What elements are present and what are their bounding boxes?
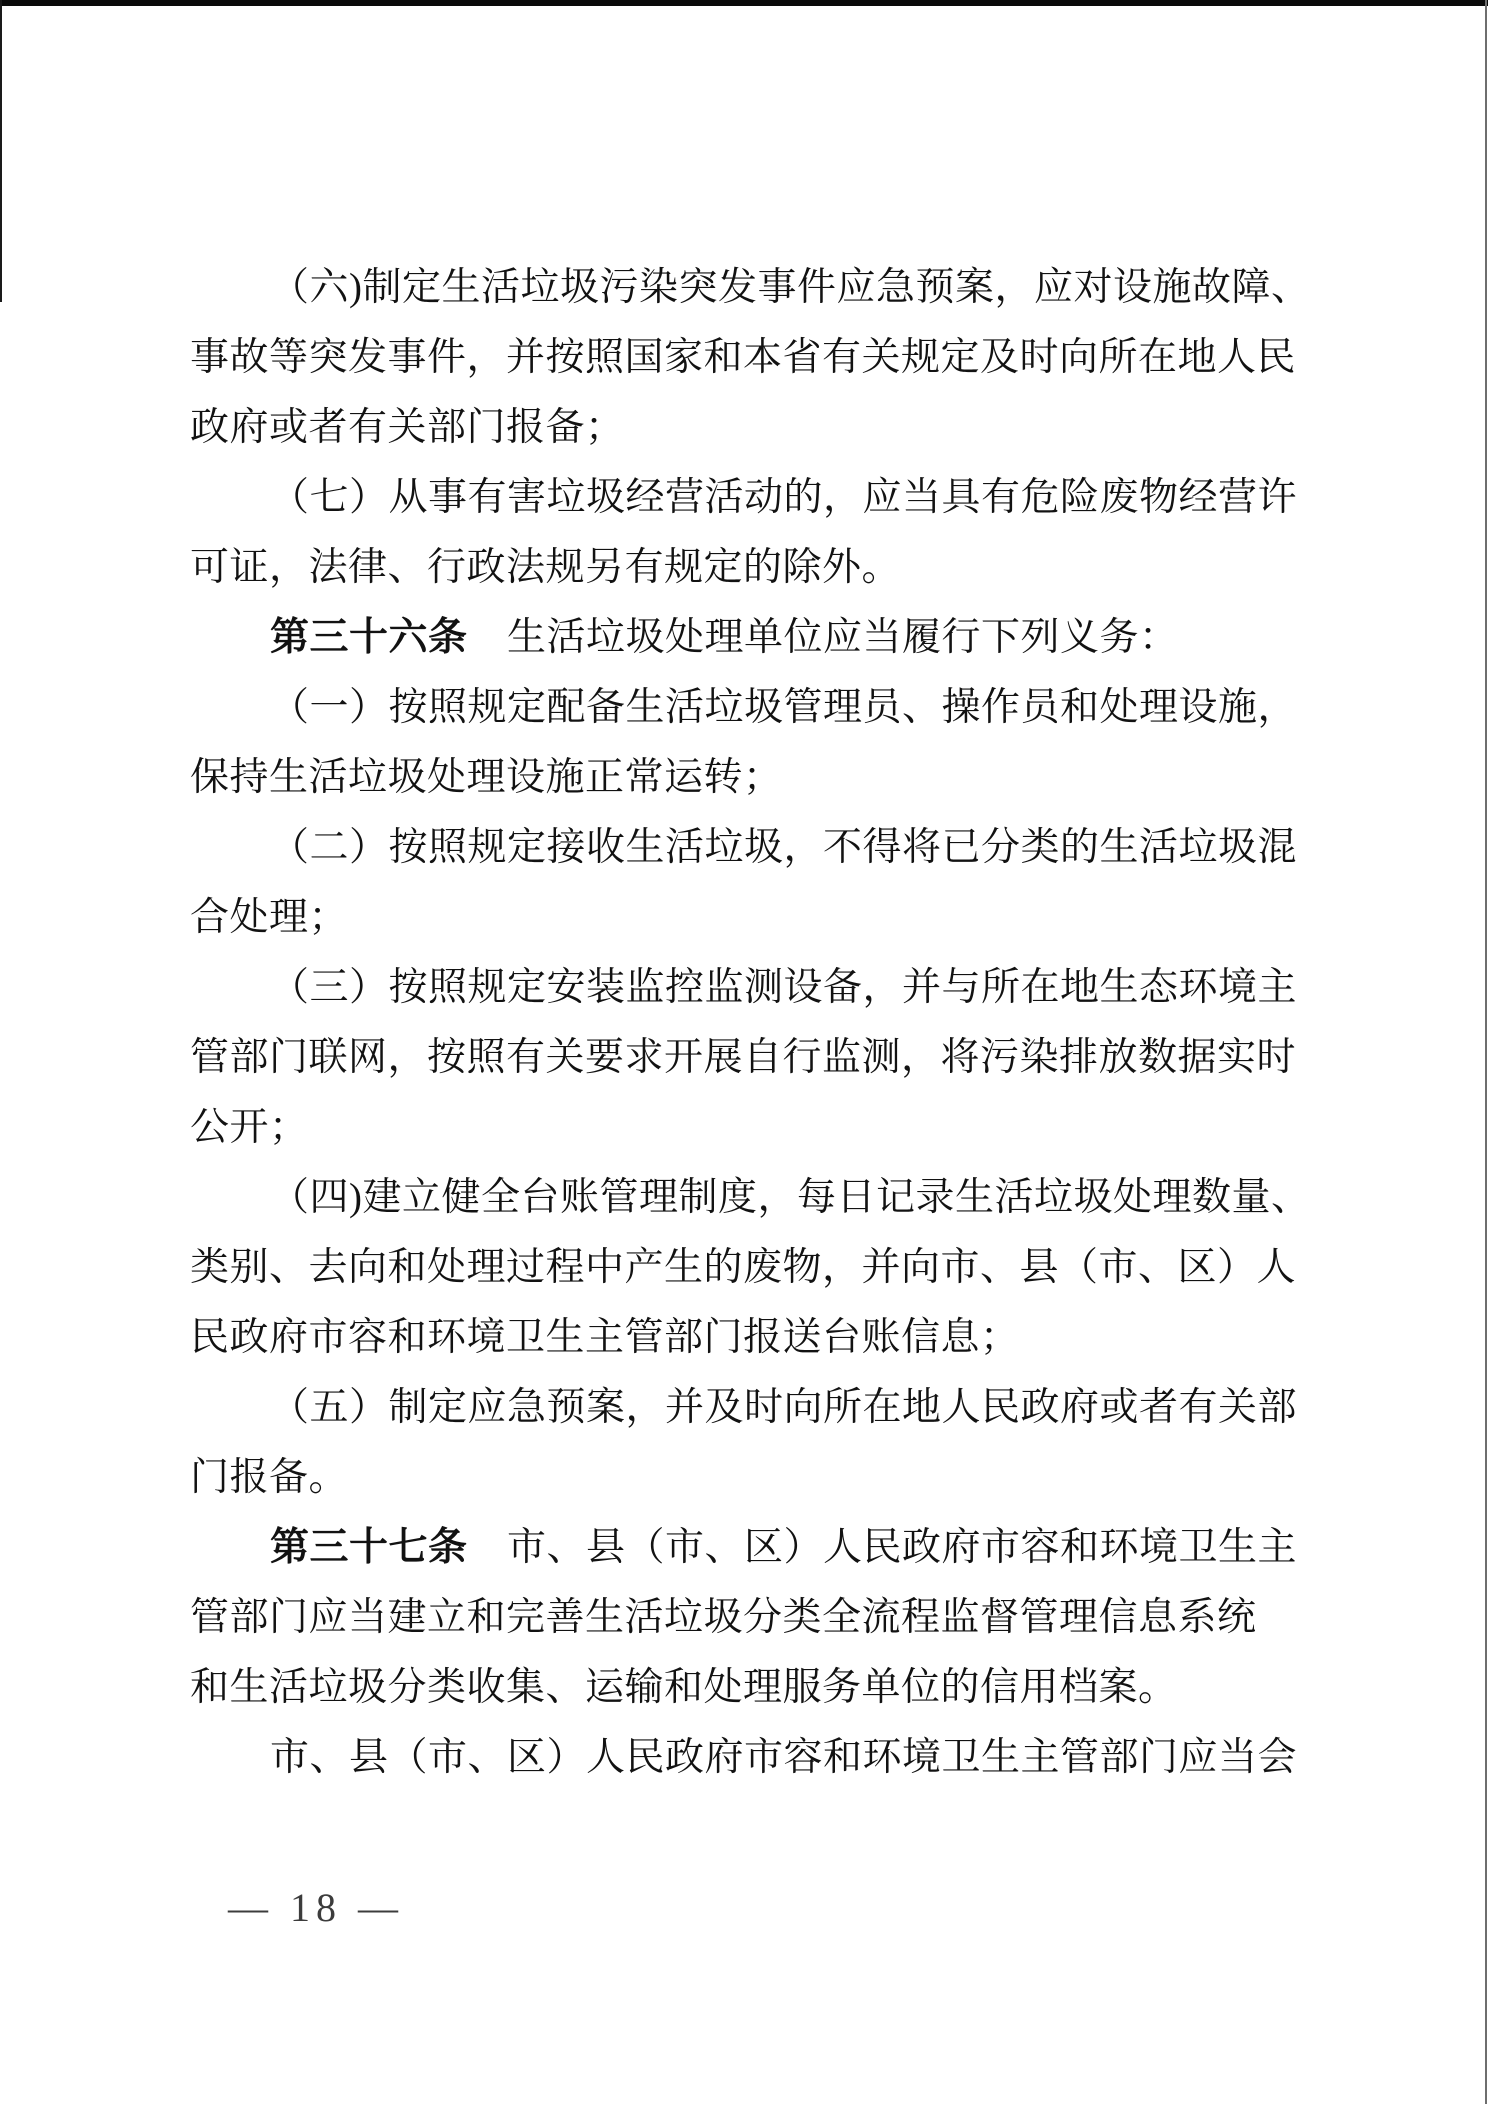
- text-segment: 门报备。: [190, 1456, 349, 1499]
- article-number-label: 第三十七条: [270, 1526, 468, 1569]
- text-line: [190, 1233, 1298, 1303]
- text-line: [190, 1653, 1298, 1723]
- text-line: [190, 1723, 1298, 1793]
- text-segment: （五）制定应急预案，并及时向所在地人民政府或者有关部: [270, 1386, 1298, 1429]
- text-segment: 生活垃圾处理单位应当履行下列义务：: [467, 616, 1179, 659]
- text-segment: 保持生活垃圾处理设施正常运转；: [190, 756, 783, 799]
- text-line: [190, 1093, 1298, 1163]
- page-number: — 18 —: [228, 1885, 404, 1930]
- text-segment: 管部门联网，按照有关要求开展自行监测，将污染排放数据实时: [190, 1036, 1297, 1079]
- text-line: [190, 883, 1298, 953]
- text-line: [190, 463, 1298, 533]
- text-segment: 事故等突发事件，并按照国家和本省有关规定及时向所在地人民: [190, 336, 1297, 379]
- text-line: [190, 813, 1298, 883]
- text-segment: 类别、去向和处理过程中产生的废物，并向市、县（市、区）人: [190, 1246, 1297, 1289]
- text-line: [190, 743, 1298, 813]
- text-line: [190, 1163, 1311, 1233]
- text-segment: 管部门应当建立和完善生活垃圾分类全流程监督管理信息系统: [190, 1596, 1257, 1639]
- text-line: [190, 673, 1298, 743]
- text-line: [190, 1443, 1298, 1513]
- text-segment: 公开；: [190, 1106, 309, 1149]
- text-line: [190, 953, 1298, 1023]
- text-segment: 和生活垃圾分类收集、运输和处理服务单位的信用档案。: [190, 1666, 1178, 1709]
- article-number-label: 第三十六条: [270, 616, 468, 659]
- text-segment: 市、县（市、区）人民政府市容和环境卫生主管部门应当会: [270, 1736, 1298, 1779]
- text-segment: 政府或者有关部门报备；: [190, 406, 625, 449]
- text-segment: （六)制定生活垃圾污染突发事件应急预案，应对设施故障、: [270, 266, 1311, 309]
- text-line: [190, 533, 1298, 603]
- text-segment: 合处理；: [190, 896, 349, 939]
- text-line: [190, 1023, 1298, 1093]
- text-segment: 市、县（市、区）人民政府市容和环境卫生主: [467, 1526, 1298, 1569]
- page-border-left: [0, 0, 2, 302]
- text-line: [190, 323, 1298, 393]
- text-segment: （七）从事有害垃圾经营活动的，应当具有危险废物经营许: [270, 476, 1298, 519]
- document-body: [190, 253, 1311, 1793]
- text-segment: 可证，法律、行政法规另有规定的除外。: [190, 546, 902, 589]
- text-segment: （一）按照规定配备生活垃圾管理员、操作员和处理设施，: [270, 686, 1298, 729]
- text-segment: （二）按照规定接收生活垃圾，不得将已分类的生活垃圾混: [270, 826, 1298, 869]
- text-line: [190, 393, 1298, 463]
- text-line: [190, 253, 1311, 323]
- page-border-top: [0, 0, 1488, 6]
- text-segment: 民政府市容和环境卫生主管部门报送台账信息；: [190, 1316, 1020, 1359]
- page-border-right: [1485, 0, 1487, 2104]
- text-line: [190, 1303, 1298, 1373]
- text-segment: （三）按照规定安装监控监测设备，并与所在地生态环境主: [270, 966, 1298, 1009]
- text-line: [190, 1583, 1298, 1653]
- text-line: [190, 1373, 1298, 1443]
- text-line: [190, 1513, 1298, 1583]
- text-segment: （四)建立健全台账管理制度，每日记录生活垃圾处理数量、: [270, 1176, 1311, 1219]
- text-line: [190, 603, 1298, 673]
